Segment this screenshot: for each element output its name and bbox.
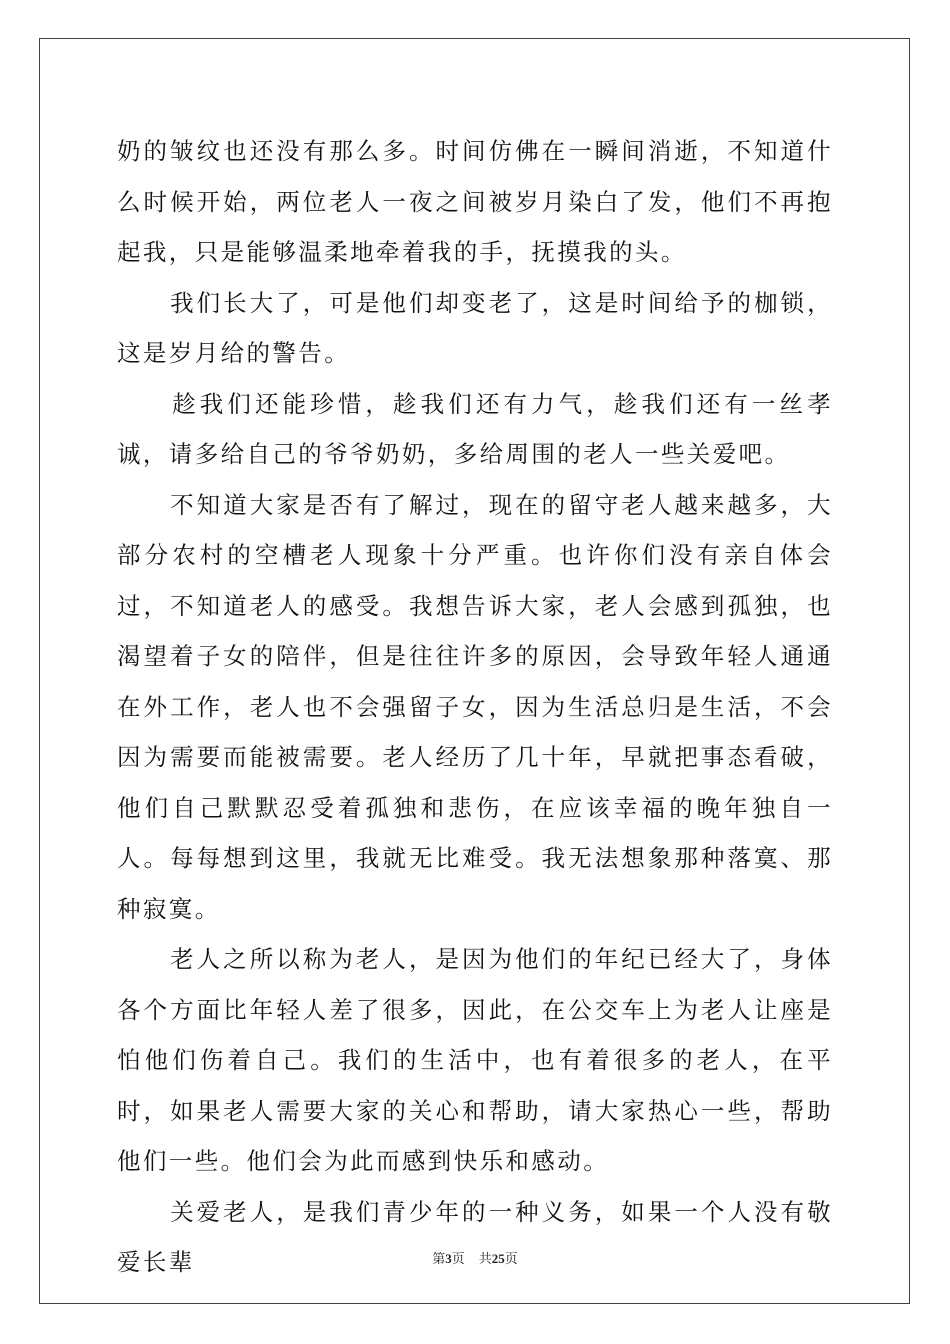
page-suffix: 页 — [451, 1252, 465, 1267]
total-suffix: 页 — [504, 1252, 518, 1267]
total-prefix: 共 — [478, 1252, 492, 1267]
paragraph: 老人之所以称为老人，是因为他们的年纪已经大了，身体各个方面比年轻人差了很多，因此，在公交车上为老人让座是怕他们伤着自己。我们的生活中，也有着很多的老人，在平时，如果老人需要大家的关心和帮助，请大家热心一些，帮助他们一些。他们会为此而感到快乐和感动。 — [117, 945, 833, 1175]
paragraph: 不知道大家是否有了解过，现在的留守老人越来越多，大部分农村的空槽老人现象十分严重。也许你们没有亲自体会过，不知道老人的感受。我想告诉大家，老人会感到孤独，也渴望着子女的陪伴，但是往往许多的原因，会导致年轻人通通在外工作，老人也不会强留子女，因为生活总归是生活，不会因为需要而能被需要。老人经历了几十年，早就把事态看破，他们自己默默忍受着孤独和悲伤，在应该幸福的晚年独自一人。每每想到这里，我就无比难受。我无法想象那种落寞、那种寂寞。 — [117, 490, 833, 923]
page-number: 3 — [445, 1251, 452, 1266]
total-pages: 25 — [491, 1251, 505, 1266]
page-footer — [0, 1248, 950, 1267]
paragraph: 趁我们还能珍惜，趁我们还有力气，趁我们还有一丝孝诚，请多给自己的爷爷奶奶，多给周围的老人一些关爱吧。 — [117, 389, 833, 468]
page-prefix: 第 — [432, 1252, 446, 1267]
paragraph: 奶的皱纹也还没有那么多。时间仿佛在一瞬间消逝，不知道什么时候开始，两位老人一夜之间被岁月染白了发，他们不再抱起我，只是能够温柔地牵着我的手，抚摸我的头。 — [117, 137, 833, 266]
paragraph: 关爱老人，是我们青少年的一种义务，如果一个人没有敬爱长辈 — [117, 1197, 833, 1276]
paragraph: 我们长大了，可是他们却变老了，这是时间给予的枷锁，这是岁月给的警告。 — [117, 288, 833, 367]
document-body — [117, 126, 833, 1288]
